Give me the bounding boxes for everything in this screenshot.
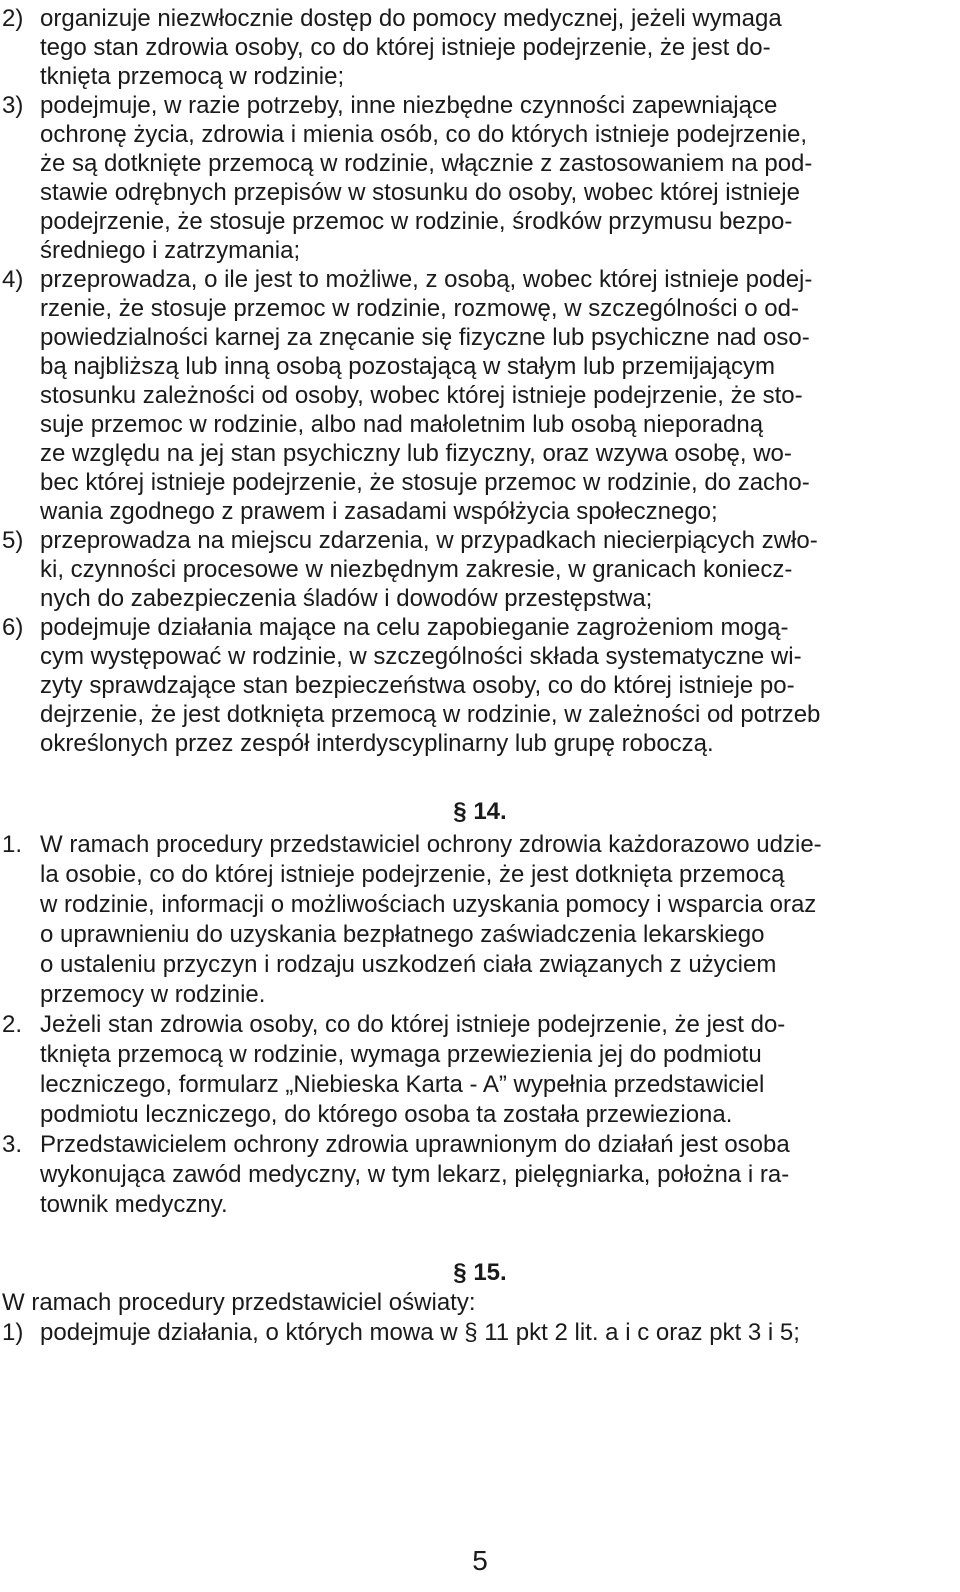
item-line: bec której istnieje podejrzenie, że stosuje przemoc w rodzinie, do zacho- [40,469,810,496]
page-number: 5 [472,1545,488,1576]
item-line: tknięta przemocą w rodzinie; [40,63,345,90]
item-line: W ramach procedury przedstawiciel ochrony zdrowia każdorazowo udzie- [40,831,822,858]
section-heading: § 14. [453,798,507,825]
item-line: przemocy w rodzinie. [40,981,266,1008]
item-line: podejrzenie, że stosuje przemoc w rodzinie, środków przymusu bezpo- [40,208,793,235]
item-line: tego stan zdrowia osoby, co do której istnieje podejrzenie, że jest do- [40,34,771,61]
item-number: 1. [2,831,23,858]
item-line: nych do zabezpieczenia śladów i dowodów przestępstwa; [40,585,653,612]
item-line: suje przemoc w rodzinie, albo nad małoletnim lub osobą nieporadną [40,411,764,438]
item-number: 5) [2,527,24,554]
item-line: Przedstawicielem ochrony zdrowia uprawnionym do działań jest osoba [40,1131,790,1158]
section-intro: W ramach procedury przedstawiciel oświaty: [2,1289,476,1316]
item-number: 1) [2,1319,24,1346]
item-line: Jeżeli stan zdrowia osoby, co do której istnieje podejrzenie, że jest do- [40,1011,786,1038]
item-line: cym występować w rodzinie, w szczególności składa systematyczne wi- [40,643,802,670]
item-line: w rodzinie, informacji o możliwościach uzyskania pomocy i wsparcia oraz [40,891,817,918]
item-number: 3) [2,92,24,119]
item-line: bą najbliższą lub inną osobą pozostającą w stałym lub przemijającym [40,353,776,380]
item-line: stawie odrębnych przepisów w stosunku do osoby, wobec której istnieje [40,179,800,206]
item-number: 2. [2,1011,23,1038]
item-line: podejmuje działania mające na celu zapobieganie zagrożeniom mogą- [40,614,789,641]
item-line: stosunku zależności od osoby, wobec której istnieje podejrzenie, że sto- [40,382,803,409]
item-line: podmiotu leczniczego, do którego osoba ta została przewieziona. [40,1101,733,1128]
item-line: tknięta przemocą w rodzinie, wymaga przewiezienia jej do podmiotu [40,1041,762,1068]
item-line: że są dotknięte przemocą w rodzinie, włącznie z zastosowaniem na pod- [40,150,813,177]
item-line: przeprowadza na miejscu zdarzenia, w przypadkach niecierpiących zwło- [40,527,818,554]
item-line: ki, czynności procesowe w niezbędnym zakresie, w granicach koniecz- [40,556,793,583]
item-line: ze względu na jej stan psychiczny lub fizyczny, oraz wzywa osobę, wo- [40,440,792,467]
item-line: ochronę życia, zdrowia i mienia osób, co do których istnieje podejrzenie, [40,121,808,148]
item-line: rzenie, że stosuje przemoc w rodzinie, rozmowę, w szczególności o od- [40,295,799,322]
item-line: townik medyczny. [40,1191,228,1218]
item-line: dejrzenie, że jest dotknięta przemocą w rodzinie, w zależności od potrzeb [40,701,821,728]
section-heading: § 15. [453,1259,507,1286]
item-line: zyty sprawdzające stan bezpieczeństwa osoby, co do której istnieje po- [40,672,795,699]
item-line: wania zgodnego z prawem i zasadami współżycia społecznego; [40,498,718,525]
item-number: 6) [2,614,24,641]
item-line: organizuje niezwłocznie dostęp do pomocy medycznej, jeżeli wymaga [40,5,782,32]
item-line: określonych przez zespół interdyscyplinarny lub grupę roboczą. [40,730,714,757]
item-number: 4) [2,266,24,293]
item-line: la osobie, co do której istnieje podejrzenie, że jest dotknięta przemocą [40,861,785,888]
item-line: o uprawnieniu do uzyskania bezpłatnego zaświadczenia lekarskiego [40,921,765,948]
item-number: 3. [2,1131,23,1158]
item-line: o ustaleniu przyczyn i rodzaju uszkodzeń ciała związanych z użyciem [40,951,777,978]
item-line: podejmuje, w razie potrzeby, inne niezbędne czynności zapewniające [40,92,778,119]
item-line: średniego i zatrzymania; [40,237,301,264]
item-line: powiedzialności karnej za znęcanie się fizyczne lub psychiczne nad oso- [40,324,810,351]
item-line: przeprowadza, o ile jest to możliwe, z osobą, wobec której istnieje podej- [40,266,813,293]
item-line: wykonująca zawód medyczny, w tym lekarz, pielęgniarka, położna i ra- [40,1161,790,1188]
item-line: leczniczego, formularz „Niebieska Karta - A” wypełnia przedstawiciel [40,1071,765,1098]
item-number: 2) [2,5,24,32]
item-line: podejmuje działania, o których mowa w § 11 pkt 2 lit. a i c oraz pkt 3 i 5; [40,1319,800,1346]
